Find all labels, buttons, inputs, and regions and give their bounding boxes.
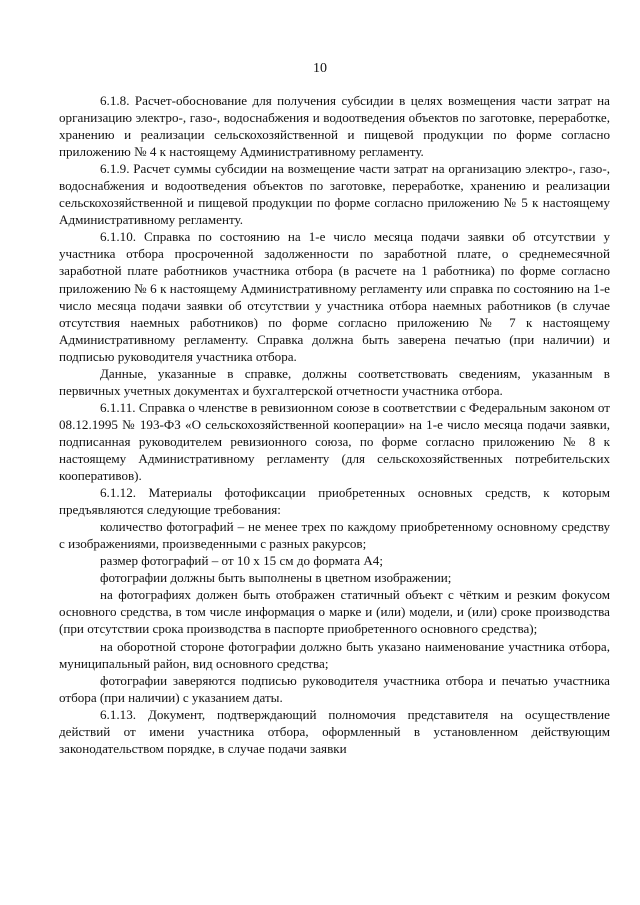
requirement-photo-color: фотографии должны быть выполнены в цветном изображении; (100, 570, 452, 586)
paragraph-6-1-12: 6.1.12. Материалы фотофиксации приобретенных основных средств, к которым предъявляются следующие требования: (59, 485, 610, 518)
paragraph-6-1-10: 6.1.10. Справка по состоянию на 1-е число месяца подачи заявки об отсутствии у участника отбора просроченной задолженности по заработной плате, о среднемесячной заработной плате работников участника отбора (в расчете на 1 работника) по форме согласно приложению № 6 к настоящему Административному регламенту или справка по состоянию на 1-е число месяца подачи заявки об отсутствии у участника отбора наемных работников (в случае отсутствия наемных работников) по форме согласно приложению № 7 к настоящему Административному регламенту. Справка должна быть заверена печатью (при наличии) и подписью руководителя участника отбора. (59, 229, 610, 364)
page-number: 10 (313, 61, 327, 76)
requirement-photo-count: количество фотографий – не менее трех по каждому приобретенному основному средству с изображениями, произведенными с разных ракурсов; (59, 519, 610, 552)
paragraph-certificate-data: Данные, указанные в справке, должны соответствовать сведениям, указанным в первичных учетных документах и бухгалтерской отчетности участника отбора. (59, 365, 610, 398)
requirement-photo-reverse-side: на оборотной стороне фотографии должно быть указано наименование участника отбора, муниципальный район, вид основного средства; (59, 638, 610, 671)
paragraph-6-1-9: 6.1.9. Расчет суммы субсидии на возмещение части затрат на организацию электро-, газо-, водоснабжения и водоотведения объектов по заготовке, переработке, хранению и реализации сельскохозяйственной и пищевой продукции по форме согласно приложению № 5 к настоящему Административному регламенту. (59, 161, 610, 228)
paragraph-6-1-13: 6.1.13. Документ, подтверждающий полномочия представителя на осуществление действий от имени участника отбора, оформленный в установленном действующим законодательством порядке, в случае подачи заявки (59, 706, 610, 756)
requirement-photo-size: размер фотографий – от 10 х 15 см до формата А4; (100, 553, 383, 569)
paragraph-6-1-8: 6.1.8. Расчет-обоснование для получения субсидии в целях возмещения части затрат на организацию электро-, газо-, водоснабжения и водоотведения объектов по заготовке, переработке, хранению и реализации сельскохозяйственной и пищевой продукции по форме согласно приложению № 4 к настоящему Административному регламенту. (59, 93, 610, 160)
paragraph-6-1-11: 6.1.11. Справка о членстве в ревизионном союзе в соответствии с Федеральным законом от 08.12.1995 № 193-ФЗ «О сельскохозяйственной кооперации» на 1-е число месяца подачи заявки, подписанная руководителем ревизионного союза, по форме согласно приложению № 8 к настоящему Административному регламенту (для сельскохозяйственных потребительских кооперативов). (59, 399, 610, 484)
requirement-photo-object: на фотографиях должен быть отображен статичный объект с чётким и резким фокусом основного средства, в том числе информация о марке и (или) модели, и (или) сроке производства (при отсутствии срока производства в паспорте приобретенного основного средства); (59, 587, 610, 637)
requirement-photo-certification: фотографии заверяются подписью руководителя участника отбора и печатью участника отбора (при наличии) с указанием даты. (59, 672, 610, 705)
document-body (59, 92, 610, 757)
